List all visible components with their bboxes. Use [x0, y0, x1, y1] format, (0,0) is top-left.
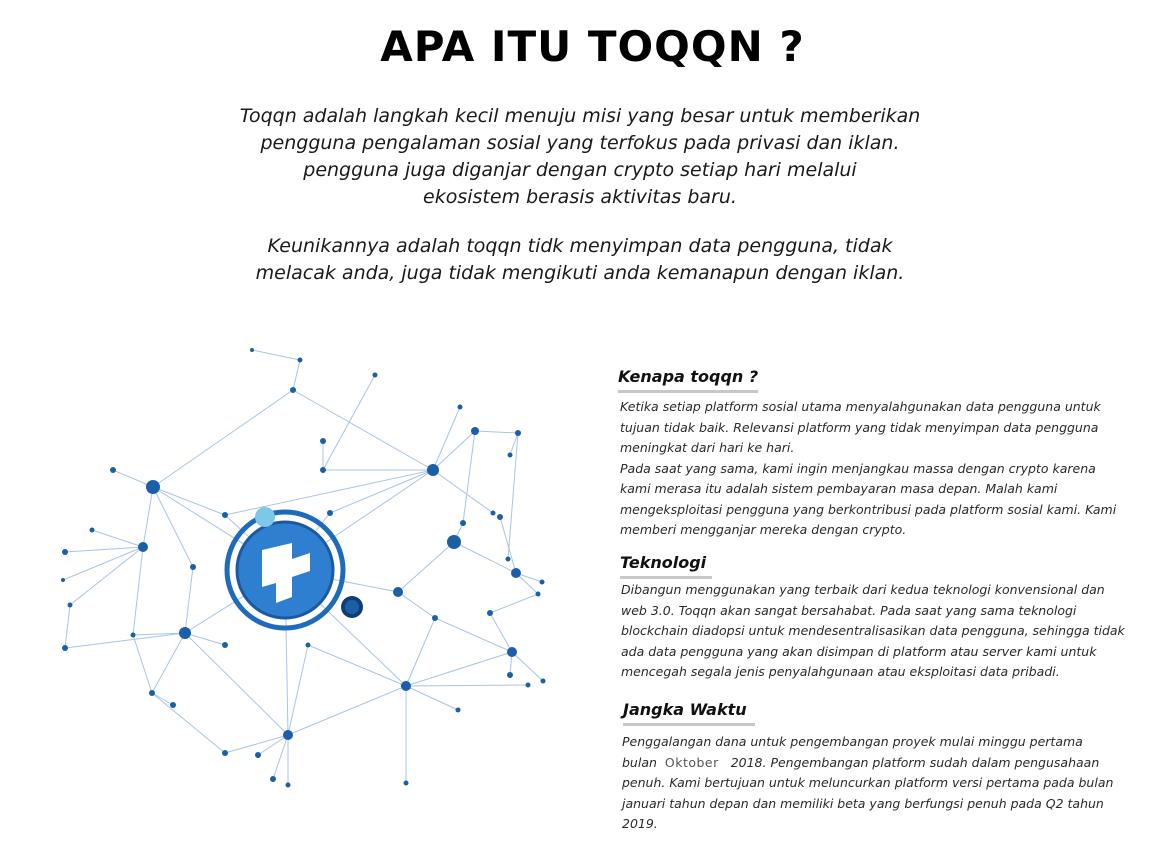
network-node	[456, 708, 461, 713]
network-edge	[185, 633, 288, 735]
network-edge	[288, 686, 406, 735]
network-node	[62, 549, 68, 555]
network-edge	[508, 433, 518, 559]
section-text-tech	[621, 580, 1125, 683]
network-edge	[490, 613, 512, 652]
network-node	[506, 557, 511, 562]
network-edge	[512, 652, 543, 681]
network-edge	[433, 407, 460, 470]
network-node	[255, 752, 261, 758]
text-line: mengeksploitasi pengguna yang berkontribusi pada platform sosial kami. Kami	[620, 501, 1117, 517]
text-line: mencegah segala jenis penyalahgunaan atau eksploitasi data pribadi.	[621, 664, 1060, 679]
network-edge	[293, 390, 433, 470]
network-edge	[143, 487, 153, 547]
text-line: penuh. Kami bertujuan untuk meluncurkan platform versi pertama pada bulan	[622, 775, 1114, 790]
network-node	[179, 627, 191, 639]
network-node	[270, 776, 276, 782]
network-graph-illustration	[30, 345, 570, 795]
text-line: ada data pengguna yang akan disimpan di platform atau server kami untuk	[621, 643, 1097, 659]
network-edge	[330, 470, 433, 513]
network-node	[110, 467, 116, 473]
network-edge	[258, 735, 288, 755]
text-line: kami merasa itu adalah sistem pembayaran masa depan. Malah kami	[620, 481, 1058, 496]
network-node	[508, 453, 513, 458]
intro-paragraph-2	[0, 233, 1160, 287]
network-edge	[152, 693, 225, 753]
network-node	[460, 520, 466, 526]
section-heading-timeline: Jangka Waktu	[623, 700, 755, 726]
network-edge	[463, 431, 475, 523]
network-node	[540, 580, 545, 585]
text-line: Penggalangan dana untuk pengembangan proyek mulai minggu pertama	[622, 734, 1083, 749]
network-edge	[252, 350, 300, 360]
network-edge	[433, 431, 475, 470]
network-node	[250, 348, 254, 352]
network-node	[222, 750, 228, 756]
network-edge	[490, 594, 538, 613]
network-edge	[293, 360, 300, 390]
text-line: Dibangun menggunakan yang terbaik dari kedua teknologi konvensional dan	[621, 582, 1105, 597]
text-line: januari tahun depan dan memiliki beta yang berfungsi penuh pada Q2 tahun	[622, 795, 1104, 811]
network-node	[541, 679, 546, 684]
intro-line: pengguna pengalaman sosial yang terfokus pada privasi dan iklan.	[260, 132, 900, 154]
network-node	[327, 510, 333, 516]
network-node	[68, 603, 73, 608]
network-node	[497, 514, 503, 520]
month-name: Oktober	[664, 754, 719, 770]
network-edge	[398, 592, 435, 618]
network-node	[401, 681, 411, 691]
section-heading-why: Kenapa toqqn ?	[618, 367, 758, 393]
network-node	[290, 387, 296, 393]
text-line: Pada saat yang sama, kami ingin menjangkau massa dengan crypto karena	[620, 460, 1096, 476]
network-edge	[406, 652, 512, 686]
network-edge	[500, 517, 516, 573]
month-suffix: 2018. Pengembangan platform sudah dalam pengusahaan	[730, 754, 1100, 770]
network-edge	[398, 542, 454, 592]
network-node	[222, 642, 228, 648]
network-node	[62, 645, 68, 651]
intro-line: melacak anda, juga tidak mengikuti anda kemanapun dengan iklan.	[255, 262, 905, 284]
network-node	[170, 702, 176, 708]
intro-line: Keunikannya adalah toqqn tidk menyimpan data pengguna, tidak	[267, 235, 893, 257]
network-edge	[152, 693, 173, 705]
network-edge	[323, 375, 375, 470]
network-edge	[63, 547, 143, 580]
network-edge	[406, 685, 528, 686]
network-node	[138, 542, 148, 552]
network-node	[90, 528, 95, 533]
network-edge	[65, 605, 70, 648]
network-node	[507, 647, 517, 657]
network-edge	[308, 645, 406, 686]
intro-paragraph-1	[0, 103, 1160, 211]
network-edge	[65, 547, 143, 552]
network-node	[286, 783, 291, 788]
month-prefix: bulan	[622, 754, 657, 770]
network-edge	[435, 618, 512, 652]
text-line: meningkat dari hari ke hari.	[620, 440, 795, 455]
network-node	[471, 427, 479, 435]
network-node	[146, 480, 160, 494]
text-line: tujuan tidak baik. Relevansi platform yang tidak menyimpan data pengguna	[620, 419, 1099, 435]
network-edge	[153, 487, 225, 515]
network-edge	[406, 686, 458, 710]
network-node	[373, 373, 378, 378]
network-edge	[133, 635, 152, 693]
network-node	[432, 615, 438, 621]
network-edge	[153, 390, 293, 487]
network-edge	[273, 735, 288, 779]
network-node	[298, 358, 303, 363]
text-line: web 3.0. Toqqn akan sangat bersahabat. Pada saat yang sama teknologi	[621, 602, 1077, 618]
network-edge	[288, 645, 308, 735]
network-edge	[152, 633, 185, 693]
network-edge	[225, 470, 433, 515]
network-node	[149, 690, 155, 696]
network-edge	[65, 633, 185, 648]
text-line-with-month	[622, 753, 1113, 774]
network-edge	[475, 431, 518, 433]
network-node	[491, 511, 496, 516]
network-node	[131, 633, 136, 638]
network-edge	[225, 735, 288, 753]
text-line: 2019.	[622, 816, 658, 831]
section-text-timeline	[622, 732, 1113, 835]
network-node	[61, 578, 65, 582]
network-node	[515, 430, 521, 436]
network-node	[283, 730, 293, 740]
network-node	[536, 592, 541, 597]
network-node	[487, 610, 493, 616]
network-node	[306, 643, 311, 648]
network-edge	[185, 567, 193, 633]
network-edge	[433, 470, 493, 513]
network-edge	[70, 547, 143, 605]
intro-line: Toqqn adalah langkah kecil menuju misi yang besar untuk memberikan	[239, 105, 921, 127]
network-node	[190, 564, 196, 570]
network-node	[427, 464, 439, 476]
section-text-why	[620, 397, 1116, 541]
network-edge	[406, 618, 435, 686]
network-node	[320, 467, 326, 473]
intro-line: pengguna juga diganjar dengan crypto setiap hari melalui	[303, 159, 857, 181]
text-line: Ketika setiap platform sosial utama menyalahgunakan data pengguna untuk	[620, 399, 1101, 414]
network-node	[458, 405, 463, 410]
toqqn-logo-icon	[227, 507, 363, 628]
text-line: memberi mengganjar mereka dengan crypto.	[620, 522, 907, 537]
text-line: blockchain diadopsi untuk mendesentralisasikan data pengguna, sehingga tidak	[621, 623, 1125, 638]
network-edge	[133, 547, 143, 635]
network-node	[507, 672, 513, 678]
network-node	[404, 781, 409, 786]
network-node	[393, 587, 403, 597]
network-node	[511, 568, 521, 578]
network-node	[447, 535, 461, 549]
network-node	[320, 438, 326, 444]
network-edge	[92, 530, 143, 547]
network-node	[222, 512, 228, 518]
section-heading-tech: Teknologi	[620, 553, 712, 579]
network-node	[526, 683, 531, 688]
page-title: APA ITU TOQQN ?	[380, 22, 805, 71]
intro-line: ekosistem berasis aktivitas baru.	[423, 186, 737, 208]
